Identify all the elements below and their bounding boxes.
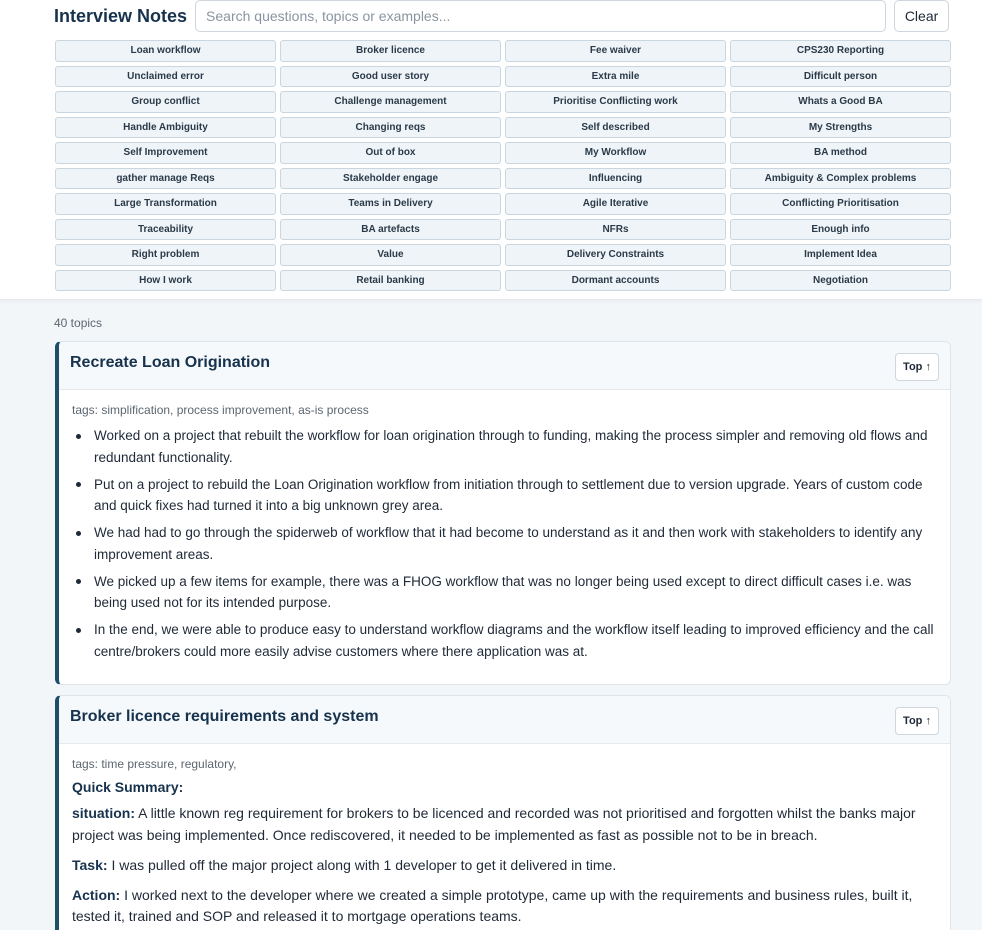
topic-chip[interactable]: Large Transformation: [55, 193, 276, 215]
task-paragraph: [72, 855, 938, 877]
topic-chip[interactable]: Whats a Good BA: [730, 91, 951, 113]
card-tags: tags: time pressure, regulatory,: [72, 757, 237, 771]
topic-chip[interactable]: Changing reqs: [280, 117, 501, 139]
topic-chip[interactable]: Fee waiver: [505, 40, 726, 62]
topic-chip[interactable]: Self described: [505, 117, 726, 139]
topic-chip[interactable]: Unclaimed error: [55, 66, 276, 88]
topic-chip[interactable]: NFRs: [505, 219, 726, 241]
topic-chip[interactable]: Difficult person: [730, 66, 951, 88]
topic-chip[interactable]: Agile Iterative: [505, 193, 726, 215]
topic-chip[interactable]: Implement Idea: [730, 244, 951, 266]
topic-grid: [55, 40, 951, 291]
bullet-list: [72, 425, 938, 662]
header-panel: [0, 0, 982, 300]
summary-heading: Quick Summary:: [72, 779, 184, 795]
top-bar: [54, 0, 951, 32]
top-button[interactable]: Top ↑: [895, 353, 939, 381]
card-tags: tags: simplification, process improvement, as-is process: [72, 403, 369, 417]
action-text: I worked next to the developer where we created a simple prototype, came up with the requirements and business rules, built it, tested it, trained and SOP and released it to mortgage operations teams.: [72, 886, 913, 924]
top-button[interactable]: Top ↑: [895, 707, 939, 735]
search-input[interactable]: [195, 0, 886, 32]
action-label: Action:: [72, 886, 121, 903]
action-paragraph: [72, 885, 938, 928]
topic-chip[interactable]: Dormant accounts: [505, 270, 726, 292]
card-title: Broker licence requirements and system: [70, 708, 379, 725]
topic-chip[interactable]: Value: [280, 244, 501, 266]
topic-chip[interactable]: Out of box: [280, 142, 501, 164]
topic-chip[interactable]: Teams in Delivery: [280, 193, 501, 215]
topic-chip[interactable]: Negotiation: [730, 270, 951, 292]
topic-chip[interactable]: Traceability: [55, 219, 276, 241]
topic-chip[interactable]: CPS230 Reporting: [730, 40, 951, 62]
topic-chip[interactable]: BA artefacts: [280, 219, 501, 241]
topic-chip[interactable]: Enough info: [730, 219, 951, 241]
topic-chip[interactable]: Handle Ambiguity: [55, 117, 276, 139]
topic-chip[interactable]: Extra mile: [505, 66, 726, 88]
app-title: Interview Notes: [54, 5, 188, 26]
topic-chip[interactable]: Group conflict: [55, 91, 276, 113]
bullet-item: In the end, we were able to produce easy to understand workflow diagrams and the workflow itself leading to improved efficiency and the call centre/brokers could more easily advise customers where there application was at.: [72, 619, 938, 662]
situation-text: A little known reg requirement for brokers to be licenced and recorded was not prioritised and forgotten whilst the banks major project was being implemented. Once rediscovered, it needed to be implemented as fast as possible not to be in breach.: [72, 805, 916, 843]
topic-chip[interactable]: Challenge management: [280, 91, 501, 113]
topic-chip[interactable]: Right problem: [55, 244, 276, 266]
topic-chip[interactable]: Influencing: [505, 168, 726, 190]
card-header: [59, 696, 950, 744]
topic-chip[interactable]: Stakeholder engage: [280, 168, 501, 190]
clear-button[interactable]: Clear: [894, 0, 949, 32]
card-body: [59, 390, 950, 662]
topic-chip[interactable]: Conflicting Prioritisation: [730, 193, 951, 215]
topic-chip[interactable]: Self Improvement: [55, 142, 276, 164]
topic-chip[interactable]: My Workflow: [505, 142, 726, 164]
bullet-item: We picked up a few items for example, there was a FHOG workflow that was no longer being used except to direct difficult cases i.e. was being used not for its intended purpose.: [72, 571, 938, 614]
note-card: [55, 695, 951, 930]
topic-chip[interactable]: BA method: [730, 142, 951, 164]
note-card: [55, 341, 951, 685]
bullet-item: Worked on a project that rebuilt the workflow for loan origination through to funding, making the process simpler and removing old flows and redundant functionality.: [72, 425, 938, 468]
task-label: Task:: [72, 856, 108, 873]
task-text: I was pulled off the major project along with 1 developer to get it delivered in time.: [111, 856, 617, 873]
topic-chip[interactable]: gather manage Reqs: [55, 168, 276, 190]
topic-chip[interactable]: Loan workflow: [55, 40, 276, 62]
card-title: Recreate Loan Origination: [70, 354, 271, 371]
situation-paragraph: [72, 803, 938, 846]
topic-chip[interactable]: My Strengths: [730, 117, 951, 139]
topic-count: 40 topics: [54, 316, 103, 330]
topic-chip[interactable]: Delivery Constraints: [505, 244, 726, 266]
situation-label: situation:: [72, 805, 135, 821]
topic-chip[interactable]: How I work: [55, 270, 276, 292]
topic-chip[interactable]: Retail banking: [280, 270, 501, 292]
card-header: [59, 342, 950, 390]
topic-chip[interactable]: Prioritise Conflicting work: [505, 91, 726, 113]
topic-chip[interactable]: Ambiguity & Complex problems: [730, 168, 951, 190]
topic-chip[interactable]: Good user story: [280, 66, 501, 88]
topic-chip[interactable]: Broker licence: [280, 40, 501, 62]
bullet-item: Put on a project to rebuild the Loan Origination workflow from initiation through to settlement due to version upgrade. Years of custom code and quick fixes had turned it into a big unknown grey area.: [72, 474, 938, 517]
card-body: [59, 744, 950, 928]
bullet-item: We had had to go through the spiderweb of workflow that it had become to understand as it and then work with stakeholders to identify any improvement areas.: [72, 522, 938, 565]
star-summary: [72, 803, 938, 928]
